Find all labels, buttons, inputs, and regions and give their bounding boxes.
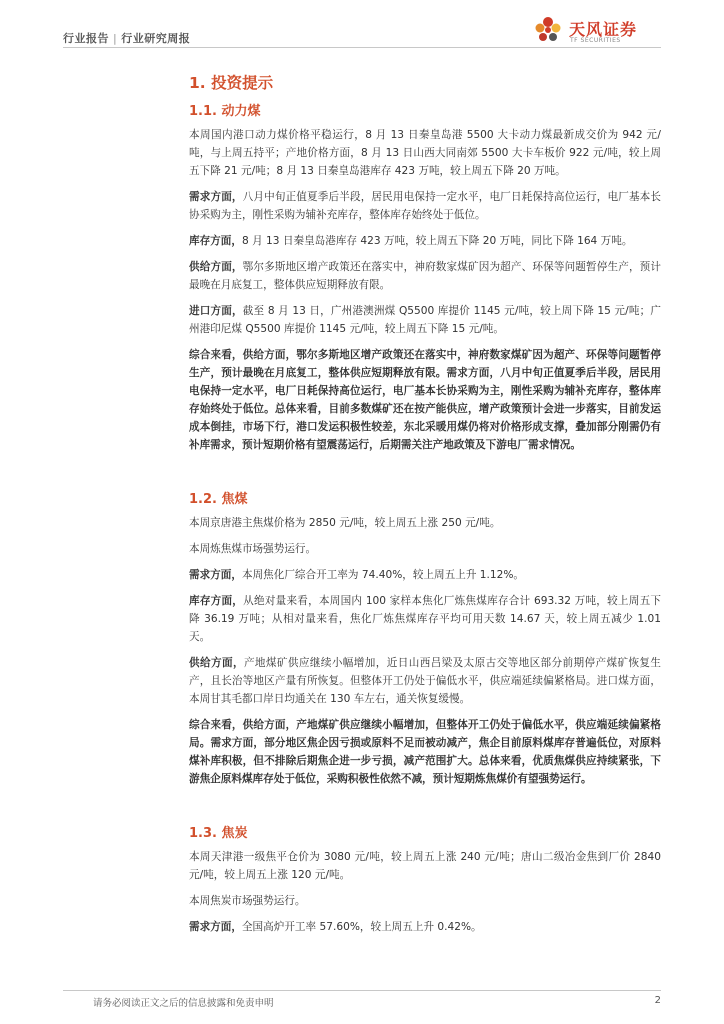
- header-separator: |: [113, 32, 118, 45]
- paragraph-text: 本周京唐港主焦煤价格为 2850 元/吨，较上周五上涨 250 元/吨。: [189, 517, 501, 529]
- disclaimer-note: 请务必阅读正文之后的信息披露和免责申明: [93, 998, 274, 1009]
- logo-english-text: TF SECURITIES: [570, 37, 621, 44]
- paragraph: [189, 654, 661, 708]
- paragraph-lead: 库存方面，: [189, 235, 242, 247]
- footer-divider: [63, 990, 661, 991]
- paragraph-text: 从绝对量来看，本周国内 100 家样本焦化厂炼焦煤库存合计 693.32 万吨，较上周五下降 36.19 万吨；从相对量来看，焦化厂炼焦煤库存平均可用天数 14.67 天，较上周五减少 1.01 天。: [189, 595, 662, 643]
- paragraph: [189, 918, 661, 936]
- report-series: 行业研究周报: [121, 32, 191, 45]
- thermal-coal-summary: 综合来看，供给方面，鄂尔多斯地区增产政策还在落实中，神府数家煤矿因为超产、环保等问题暂停生产，预计最晚在月底复工，整体供应短期释放有限。需求方面，八月中旬正值夏季后半段，居民用电保持一定水平，电厂日耗保持高位运行，电厂基本长协采购为主，刚性采购为辅补充库存，整体库存始终处于低位。总体来看，目前多数煤矿还在按产能供应，增产政策预计会进一步落实，目前发运成本倒挂，市场下行，港口发运积极性较差，东北采暖用煤仍将对价格形成支撑，叠加部分刚需仍有补库需求，预计短期价格有望震荡运行，后期需关注产地政策及下游电厂需求情况。: [189, 349, 661, 451]
- paragraph: [189, 302, 661, 338]
- paragraph: [189, 848, 661, 884]
- header-divider: [63, 47, 661, 48]
- paragraph: [189, 126, 661, 180]
- company-logo: [521, 16, 661, 46]
- paragraph-text: 8 月 13 日秦皇岛港库存 423 万吨，较上周五下降 20 万吨，同比下降 164 万吨。: [241, 235, 633, 247]
- paragraph-text: 八月中旬正值夏季后半段，居民用电保持一定水平，电厂日耗保持高位运行，电厂基本长协采购为主，刚性采购为辅补充库存，整体库存始终处于低位。: [189, 191, 662, 221]
- report-type: [63, 30, 190, 46]
- paragraph-text: 本周天津港一级焦平仓价为 3080 元/吨，较上周五上涨 240 元/吨；唐山二级冶金焦到厂价 2840 元/吨，较上周五上涨 120 元/吨。: [189, 851, 661, 881]
- paragraph-text: 本周焦炭市场强势运行。: [189, 895, 306, 907]
- paragraph-lead: 进口方面，: [189, 305, 243, 317]
- paragraph-lead: 需求方面，: [189, 191, 243, 203]
- subsection-title-coking-coal: 1.2. 焦煤: [189, 492, 248, 507]
- paragraph-text: 全国高炉开工率 57.60%，较上周五上升 0.42%。: [241, 921, 482, 933]
- paragraph-lead: 供给方面，: [189, 261, 243, 273]
- page-number: 2: [654, 995, 661, 1006]
- paragraph: [189, 258, 661, 294]
- page-header: [63, 0, 661, 48]
- paragraph: [189, 514, 661, 532]
- paragraph-lead: 供给方面，: [189, 657, 244, 669]
- paragraph: [189, 540, 661, 558]
- subsection-title-coke: 1.3. 焦炭: [189, 826, 248, 841]
- flower-logo-icon: [531, 16, 565, 46]
- paragraph: [189, 232, 661, 250]
- paragraph: [189, 188, 661, 224]
- paragraph-text: 本周国内港口动力煤价格平稳运行，8 月 13 日秦皇岛港 5500 大卡动力煤最新成交价为 942 元/吨，与上周五持平；产地价格方面，8 月 13 日山西大同南郊 5500 大卡车板价 922 元/吨，较上周五下降 21 元/吨；8 月 13 日秦皇岛港库存 423 万吨，较上周五下降 20 万吨。: [189, 129, 661, 177]
- paragraph: [189, 592, 661, 646]
- logo-chinese-text: 天风证券: [569, 20, 638, 39]
- paragraph-text: 本周焦化厂综合开工率为 74.40%，较上周五上升 1.12%。: [241, 569, 525, 581]
- paragraph-lead: 需求方面，: [189, 921, 242, 933]
- coking-coal-summary: 综合来看，供给方面，产地煤矿供应继续小幅增加，但整体开工仍处于偏低水平，供应端延续偏紧格局。需求方面，部分地区焦企因亏损或原料不足而被动减产，焦企目前原料煤库存普遍低位，对原料煤补库积极，但不排除后期焦企进一步亏损，减产范围扩大。总体来看，优质焦煤供应持续紧张，下游焦企原料煤库存处于低位，采购积极性依然不减，预计短期炼焦煤价有望强势运行。: [189, 719, 661, 785]
- paragraph-lead: 库存方面，: [189, 595, 244, 607]
- coke-paragraphs: [189, 848, 661, 936]
- thermal-coal-paragraphs: [189, 126, 661, 338]
- report-category: 行业报告: [63, 32, 109, 45]
- subsection-title-thermal-coal: 1.1. 动力煤: [189, 104, 261, 119]
- paragraph: [189, 892, 661, 910]
- paragraph-text: 产地煤矿供应继续小幅增加，近日山西吕梁及太原古交等地区部分前期停产煤矿恢复生产，且长治等地区产量有所恢复。但整体开工仍处于偏低水平，供应端延续偏紧格局。进口煤方面，本周甘其毛都口岸日均通关在 130 车左右，通关恢复缓慢。: [189, 657, 662, 705]
- report-body: [189, 68, 661, 944]
- section-title-investment-tips: 1. 投资提示: [189, 74, 274, 92]
- paragraph-lead: 需求方面，: [189, 569, 242, 581]
- paragraph: [189, 566, 661, 584]
- page-footer: [63, 990, 661, 1009]
- paragraph-text: 鄂尔多斯地区增产政策还在落实中，神府数家煤矿因为超产、环保等问题暂停生产，预计最晚在月底复工，整体供应短期释放有限。: [189, 261, 662, 291]
- paragraph-text: 本周炼焦煤市场强势运行。: [189, 543, 317, 555]
- coking-coal-paragraphs: [189, 514, 661, 708]
- paragraph-text: 截至 8 月 13 日，广州港澳洲煤 Q5500 库提价 1145 元/吨，较上周下降 15 元/吨；广州港印尼煤 Q5500 库提价 1145 元/吨，较上周五下降 15 元/吨。: [189, 305, 661, 335]
